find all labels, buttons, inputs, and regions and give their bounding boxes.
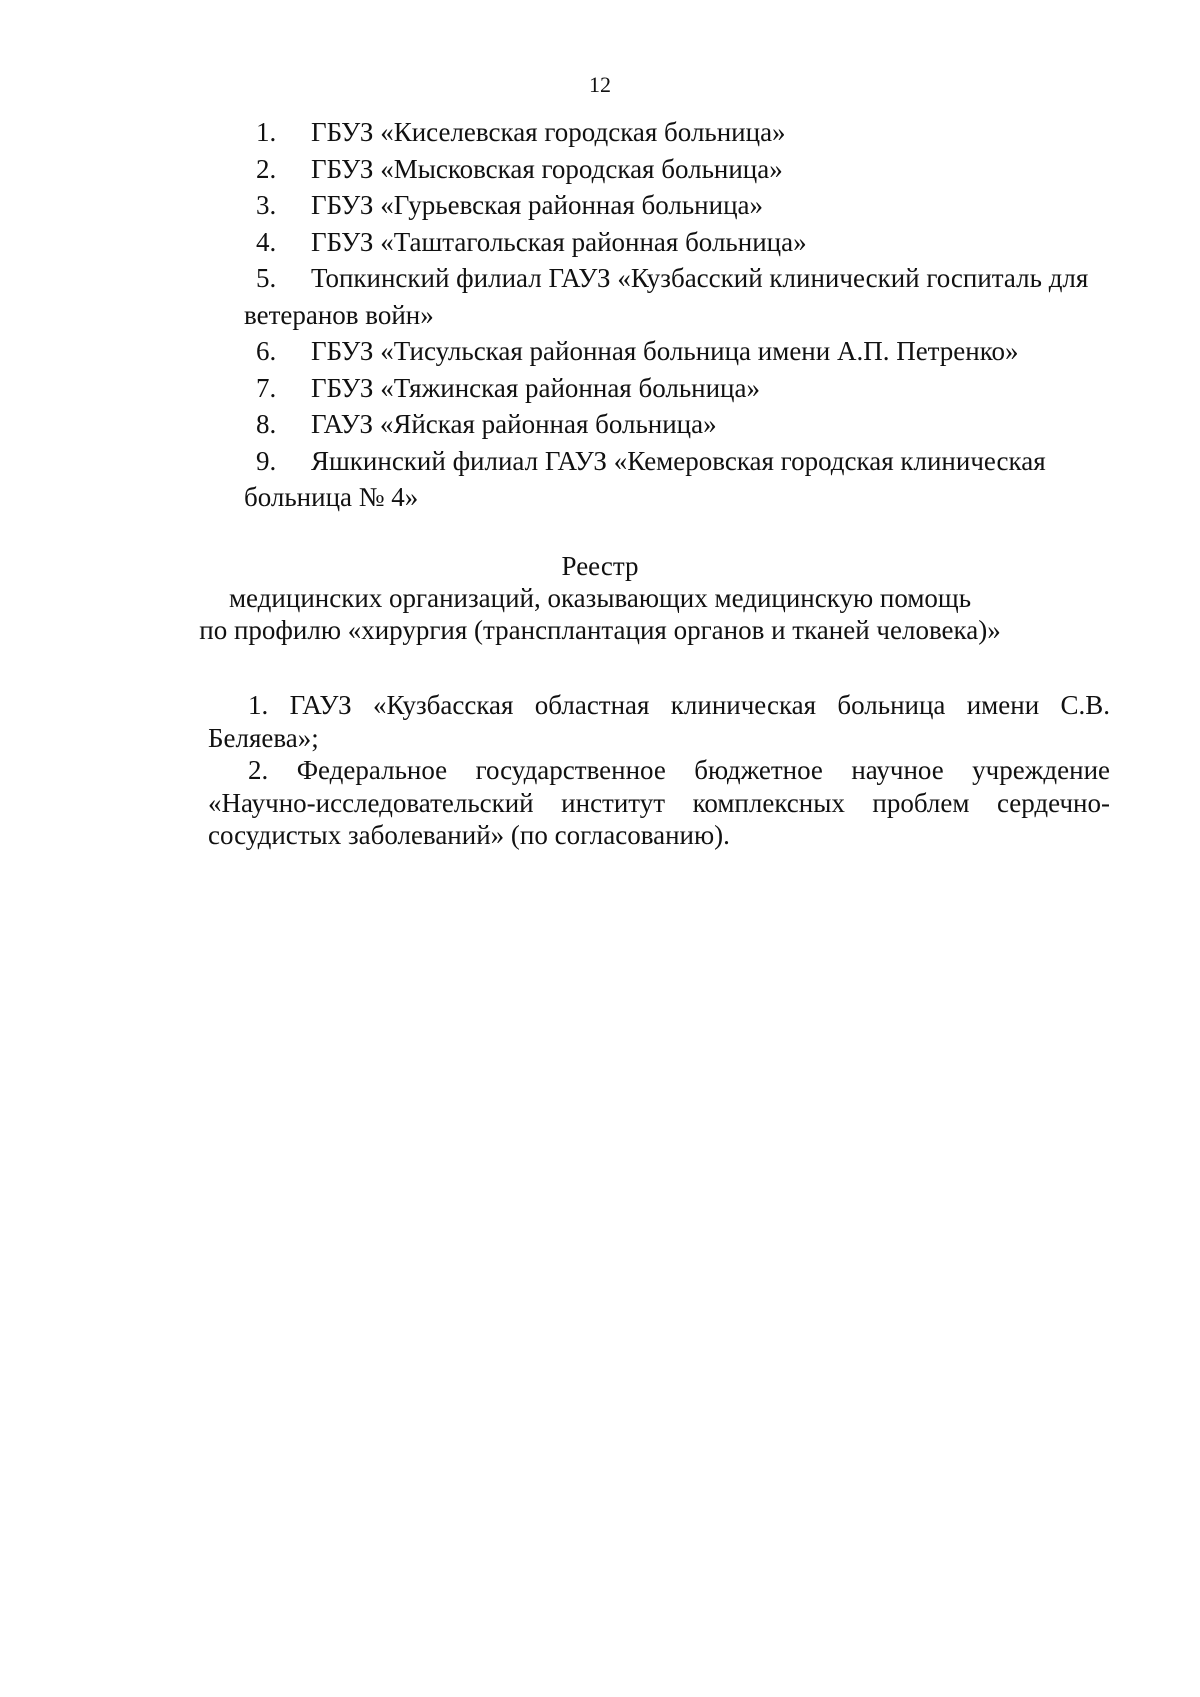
list-item-text: Яшкинский филиал ГАУЗ «Кемеровская городская клиническая больница № 4» — [244, 445, 1046, 512]
list-item-number: 2. — [256, 153, 277, 184]
registry-heading-title: Реестр — [561, 551, 639, 581]
list-item-text: ГАУЗ «Яйская районная больница» — [311, 409, 717, 439]
list-item-number: 1. — [248, 690, 269, 720]
list-item-number: 4. — [256, 226, 277, 257]
list-item-number: 1. — [256, 117, 277, 147]
hospital-list — [244, 114, 1110, 516]
list-item-text: ГБУЗ «Тяжинская районная больница» — [311, 372, 760, 403]
list-item — [244, 370, 1110, 407]
registry-heading-line: медицинских организаций, оказывающих медицинскую помощь — [228, 583, 972, 613]
list-item-number: 9. — [256, 445, 277, 476]
list-item-number: 6. — [256, 336, 277, 366]
list-item — [244, 443, 1110, 516]
list-item — [244, 406, 1110, 443]
list-item-text: Топкинский филиал ГАУЗ «Кузбасский клинический госпиталь для ветеранов войн» — [244, 263, 1089, 330]
list-item-text: ГБУЗ «Киселевская городская больница» — [311, 117, 786, 147]
page-number: 12 — [589, 72, 611, 97]
list-item-text: ГБУЗ «Гурьевская районная больница» — [311, 190, 763, 220]
list-item — [208, 754, 1110, 852]
list-item — [244, 333, 1110, 370]
list-item-text: Федеральное государственное бюджетное научное учреждение «Научно-исследовательский институт комплексных проблем сердечно-сосудистых заболеваний» (по согласованию). — [208, 755, 1110, 850]
list-item — [244, 114, 1110, 151]
list-item-text: ГБУЗ «Мысковская городская больница» — [311, 153, 783, 184]
list-item-number: 7. — [256, 372, 277, 403]
registry-heading-line: по профилю «хирургия (трансплантация органов и тканей человека)» — [199, 615, 1001, 645]
registry-heading — [0, 550, 1200, 646]
list-item-text: ГБУЗ «Таштагольская районная больница» — [311, 226, 807, 257]
list-item-number: 5. — [256, 263, 277, 293]
list-item — [244, 151, 1110, 188]
list-item-number: 8. — [256, 409, 277, 439]
list-item-text: ГАУЗ «Кузбасская областная клиническая больница имени С.В. Беляева»; — [208, 690, 1111, 753]
registry-list — [208, 689, 1110, 852]
list-item-text: ГБУЗ «Тисульская районная больница имени А.П. Петренко» — [311, 336, 1019, 366]
list-item — [244, 187, 1110, 224]
list-item — [208, 689, 1110, 754]
list-item — [244, 224, 1110, 261]
list-item-number: 2. — [248, 755, 269, 785]
list-item — [244, 260, 1110, 333]
list-item-number: 3. — [256, 190, 277, 220]
